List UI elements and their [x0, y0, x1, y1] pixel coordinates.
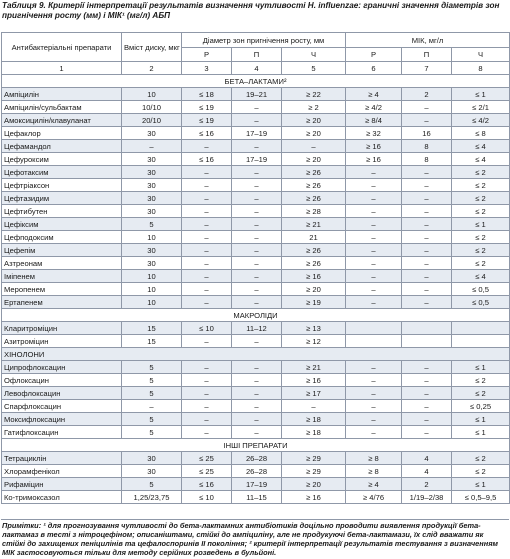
table-caption: Таблиця 9. Критерії інтерпретації результатів визначення чутливості H. influenzae: граничні значення діаметрів зон пригнічення росту (мм) і МІК¹ (мг/л) АБП [2, 1, 500, 20]
value-cell: – [282, 140, 346, 153]
value-cell: – [402, 114, 452, 127]
value-cell: ≤ 19 [182, 101, 232, 114]
value-cell: 10 [122, 296, 182, 309]
value-cell: – [182, 400, 232, 413]
value-cell: ≥ 18 [282, 413, 346, 426]
table-row [2, 478, 510, 491]
column-number: 2 [122, 62, 182, 75]
value-cell: 2 [402, 478, 452, 491]
value-cell: 16 [402, 127, 452, 140]
table-row [2, 114, 510, 127]
value-cell: – [232, 400, 282, 413]
value-cell: 4 [402, 452, 452, 465]
antibiotic-name-cell: Цефамандол [2, 140, 122, 153]
table-row [2, 296, 510, 309]
value-cell: ≥ 4 [346, 88, 402, 101]
antibiotic-name-cell: Хлорамфенікол [2, 465, 122, 478]
table-row [2, 452, 510, 465]
header-mic-s: Ч [452, 48, 510, 62]
antibiotic-name-cell: Ко-тримоксазол [2, 491, 122, 504]
value-cell: – [402, 361, 452, 374]
value-cell: – [346, 231, 402, 244]
value-cell: 15 [122, 335, 182, 348]
antibiotic-name-cell: Левофлоксацин [2, 387, 122, 400]
value-cell: ≤ 2 [452, 465, 510, 478]
value-cell: 30 [122, 127, 182, 140]
value-cell: 10 [122, 270, 182, 283]
value-cell: – [346, 387, 402, 400]
antibiotic-name-cell: Амоксицилін/клавуланат [2, 114, 122, 127]
value-cell: – [402, 400, 452, 413]
value-cell [346, 322, 402, 335]
header-mic: МІК, мг/л [346, 33, 510, 48]
value-cell: ≥ 4/76 [346, 491, 402, 504]
value-cell: 30 [122, 452, 182, 465]
value-cell [402, 335, 452, 348]
header-mic-i: П [402, 48, 452, 62]
value-cell: 10 [122, 283, 182, 296]
column-number: 5 [282, 62, 346, 75]
value-cell: ≥ 16 [282, 270, 346, 283]
value-cell: ≥ 26 [282, 244, 346, 257]
value-cell: – [182, 140, 232, 153]
value-cell: – [182, 166, 232, 179]
value-cell: ≤ 1 [452, 88, 510, 101]
value-cell: – [402, 166, 452, 179]
value-cell: ≤ 1 [452, 361, 510, 374]
value-cell: ≥ 8/4 [346, 114, 402, 127]
group-label: ІНШІ ПРЕПАРАТИ [2, 439, 510, 452]
subgroup-header-row [2, 348, 510, 361]
value-cell [452, 335, 510, 348]
value-cell: 8 [402, 153, 452, 166]
table-body [2, 75, 510, 504]
value-cell: ≤ 16 [182, 153, 232, 166]
table-row [2, 322, 510, 335]
value-cell: 30 [122, 465, 182, 478]
value-cell: – [346, 413, 402, 426]
table-row [2, 413, 510, 426]
value-cell: – [232, 296, 282, 309]
column-number: 8 [452, 62, 510, 75]
value-cell: ≥ 26 [282, 257, 346, 270]
value-cell: – [232, 192, 282, 205]
value-cell: – [402, 205, 452, 218]
value-cell: – [232, 205, 282, 218]
table-row [2, 374, 510, 387]
table-row [2, 205, 510, 218]
table-row [2, 361, 510, 374]
value-cell: – [402, 374, 452, 387]
antibiotic-name-cell: Ертапенем [2, 296, 122, 309]
value-cell: ≤ 2/1 [452, 101, 510, 114]
column-number: 4 [232, 62, 282, 75]
value-cell: ≤ 16 [182, 478, 232, 491]
value-cell: ≤ 2 [452, 179, 510, 192]
value-cell: ≥ 12 [282, 335, 346, 348]
table-row [2, 335, 510, 348]
value-cell: 5 [122, 361, 182, 374]
value-cell: – [402, 192, 452, 205]
value-cell: – [232, 374, 282, 387]
value-cell: ≥ 16 [282, 374, 346, 387]
value-cell: – [402, 270, 452, 283]
value-cell: – [346, 283, 402, 296]
value-cell: ≤ 2 [452, 166, 510, 179]
value-cell: – [402, 387, 452, 400]
value-cell: ≤ 4 [452, 153, 510, 166]
antibiotic-name-cell: Ципрофлоксацин [2, 361, 122, 374]
value-cell: 8 [402, 140, 452, 153]
value-cell: – [232, 270, 282, 283]
value-cell: ≥ 32 [346, 127, 402, 140]
value-cell: ≤ 16 [182, 127, 232, 140]
value-cell: ≥ 21 [282, 361, 346, 374]
value-cell: ≤ 0,5 [452, 296, 510, 309]
value-cell: ≤ 1 [452, 413, 510, 426]
value-cell: – [346, 179, 402, 192]
value-cell: 2 [402, 88, 452, 101]
antibiotic-name-cell: Ампіцилін/сульбактам [2, 101, 122, 114]
antibiotic-name-cell: Цефаклор [2, 127, 122, 140]
susceptibility-table [1, 32, 510, 504]
value-cell: 10 [122, 231, 182, 244]
value-cell: ≤ 2 [452, 257, 510, 270]
value-cell: – [182, 374, 232, 387]
value-cell: – [182, 270, 232, 283]
table-row [2, 218, 510, 231]
value-cell: ≥ 29 [282, 465, 346, 478]
value-cell: ≥ 18 [282, 426, 346, 439]
value-cell: ≤ 18 [182, 88, 232, 101]
table-row [2, 400, 510, 413]
value-cell: ≥ 26 [282, 192, 346, 205]
value-cell: ≤ 25 [182, 465, 232, 478]
value-cell: – [346, 205, 402, 218]
value-cell: 4 [402, 465, 452, 478]
value-cell: ≤ 1 [452, 218, 510, 231]
value-cell: – [182, 257, 232, 270]
value-cell: 5 [122, 413, 182, 426]
value-cell: 26–28 [232, 465, 282, 478]
antibiotic-name-cell: Спарфлоксацин [2, 400, 122, 413]
header-antibiotic: Антибактеріальні препарати [2, 33, 122, 62]
antibiotic-name-cell: Меропенем [2, 283, 122, 296]
table-row [2, 387, 510, 400]
table-row [2, 465, 510, 478]
group-header-row [2, 439, 510, 452]
group-label: МАКРОЛІДИ [2, 309, 510, 322]
value-cell: ≥ 20 [282, 478, 346, 491]
header-zone-i: П [232, 48, 282, 62]
value-cell [402, 322, 452, 335]
header-zone-diameter: Діаметр зон пригнічення росту, мм [182, 33, 346, 48]
table-row [2, 140, 510, 153]
value-cell: – [122, 400, 182, 413]
value-cell: – [232, 426, 282, 439]
antibiotic-name-cell: Гатифлоксацин [2, 426, 122, 439]
value-cell: 11–15 [232, 491, 282, 504]
table-row [2, 244, 510, 257]
value-cell: – [346, 244, 402, 257]
value-cell: ≤ 8 [452, 127, 510, 140]
value-cell: – [232, 101, 282, 114]
value-cell: – [232, 257, 282, 270]
value-cell: ≥ 22 [282, 88, 346, 101]
table-row [2, 426, 510, 439]
value-cell: 21 [282, 231, 346, 244]
value-cell: – [182, 205, 232, 218]
value-cell: – [402, 283, 452, 296]
value-cell: ≤ 1 [452, 478, 510, 491]
table-row [2, 491, 510, 504]
antibiotic-name-cell: Цефтріаксон [2, 179, 122, 192]
table-row [2, 179, 510, 192]
value-cell: 30 [122, 153, 182, 166]
group-label: БЕТА–ЛАКТАМИ² [2, 75, 510, 88]
value-cell: – [182, 387, 232, 400]
value-cell: ≤ 0,5–9,5 [452, 491, 510, 504]
value-cell: ≥ 2 [282, 101, 346, 114]
value-cell: ≤ 0,25 [452, 400, 510, 413]
table-row [2, 127, 510, 140]
column-number: 7 [402, 62, 452, 75]
value-cell: – [232, 387, 282, 400]
antibiotic-name-cell: Цефтибутен [2, 205, 122, 218]
value-cell: ≥ 20 [282, 114, 346, 127]
value-cell: ≤ 4/2 [452, 114, 510, 127]
header-disk-content: Вміст диску, мкг [122, 33, 182, 62]
value-cell: 20/10 [122, 114, 182, 127]
value-cell: ≤ 4 [452, 140, 510, 153]
value-cell: – [232, 413, 282, 426]
value-cell: – [346, 257, 402, 270]
antibiotic-name-cell: Цефподоксим [2, 231, 122, 244]
value-cell: ≥ 20 [282, 283, 346, 296]
value-cell: – [232, 361, 282, 374]
value-cell: 30 [122, 192, 182, 205]
value-cell: ≥ 4/2 [346, 101, 402, 114]
antibiotic-name-cell: Цефіксим [2, 218, 122, 231]
value-cell: ≥ 21 [282, 218, 346, 231]
value-cell: 5 [122, 374, 182, 387]
value-cell: ≤ 2 [452, 192, 510, 205]
value-cell: – [282, 400, 346, 413]
value-cell: – [402, 218, 452, 231]
value-cell: – [346, 426, 402, 439]
antibiotic-name-cell: Кларитроміцин [2, 322, 122, 335]
table-row [2, 270, 510, 283]
value-cell: – [232, 140, 282, 153]
table-row [2, 257, 510, 270]
value-cell: – [182, 244, 232, 257]
value-cell: 10/10 [122, 101, 182, 114]
value-cell: – [182, 361, 232, 374]
value-cell: 10 [122, 88, 182, 101]
value-cell: – [346, 166, 402, 179]
header-mic-r: Р [346, 48, 402, 62]
table-row [2, 283, 510, 296]
value-cell: – [232, 335, 282, 348]
value-cell: 15 [122, 322, 182, 335]
value-cell: – [346, 218, 402, 231]
value-cell: 26–28 [232, 452, 282, 465]
value-cell: 5 [122, 478, 182, 491]
value-cell: – [182, 426, 232, 439]
value-cell: – [346, 192, 402, 205]
value-cell: ≤ 4 [452, 270, 510, 283]
value-cell: 17–19 [232, 478, 282, 491]
value-cell: – [182, 218, 232, 231]
table-row [2, 88, 510, 101]
value-cell: – [182, 283, 232, 296]
value-cell: – [232, 179, 282, 192]
value-cell: 5 [122, 426, 182, 439]
value-cell: ≤ 2 [452, 244, 510, 257]
value-cell: ≤ 1 [452, 426, 510, 439]
value-cell: – [346, 361, 402, 374]
value-cell: ≥ 4 [346, 478, 402, 491]
value-cell: ≥ 28 [282, 205, 346, 218]
column-number: 1 [2, 62, 122, 75]
notes-divider [1, 519, 509, 520]
antibiotic-name-cell: Цефуроксим [2, 153, 122, 166]
group-label: ХІНОЛОНИ [2, 348, 510, 361]
value-cell: – [346, 400, 402, 413]
value-cell: 30 [122, 166, 182, 179]
value-cell: ≥ 20 [282, 153, 346, 166]
value-cell: ≤ 19 [182, 114, 232, 127]
column-number-row [2, 62, 510, 75]
value-cell: – [182, 192, 232, 205]
antibiotic-name-cell: Цефтазидим [2, 192, 122, 205]
value-cell: 17–19 [232, 127, 282, 140]
antibiotic-name-cell: Цефотаксим [2, 166, 122, 179]
value-cell: ≥ 26 [282, 166, 346, 179]
value-cell: – [182, 179, 232, 192]
group-header-row [2, 75, 510, 88]
value-cell: 30 [122, 244, 182, 257]
antibiotic-name-cell: Ампіцилін [2, 88, 122, 101]
value-cell: – [402, 296, 452, 309]
value-cell: ≥ 8 [346, 452, 402, 465]
value-cell: 30 [122, 205, 182, 218]
table-row [2, 153, 510, 166]
value-cell: ≥ 16 [282, 491, 346, 504]
value-cell: – [182, 296, 232, 309]
value-cell: – [182, 413, 232, 426]
value-cell: ≤ 0,5 [452, 283, 510, 296]
value-cell: ≤ 2 [452, 374, 510, 387]
value-cell: – [402, 231, 452, 244]
group-header-row [2, 309, 510, 322]
table-notes: Примітки: ¹ для прогнозування чутливості до бета-лактамних антибіотиків доцільно проводити виявлення продукції бета-лактамаз в тесті з нітроцефіном; описаніштами, стійкі до ампіциліну, але не продукуючі бета-лактамази, їх слід вважати як стійкі до захищених пеніцилінів та цефалоспоринів II покоління; ² критерії інтерпретації результатів тестування з визначенням МІК застосовуються тільки для методу серійних розведень в бульйоні. [2, 521, 499, 557]
value-cell: ≤ 2 [452, 452, 510, 465]
value-cell: ≥ 20 [282, 127, 346, 140]
value-cell: ≥ 8 [346, 465, 402, 478]
antibiotic-name-cell: Офлоксацин [2, 374, 122, 387]
value-cell: ≥ 26 [282, 179, 346, 192]
value-cell: – [122, 140, 182, 153]
value-cell: – [346, 374, 402, 387]
value-cell: ≥ 19 [282, 296, 346, 309]
value-cell: – [402, 101, 452, 114]
value-cell: ≥ 16 [346, 140, 402, 153]
antibiotic-name-cell: Іміпенем [2, 270, 122, 283]
value-cell: – [232, 166, 282, 179]
value-cell: ≤ 2 [452, 231, 510, 244]
value-cell: – [402, 257, 452, 270]
value-cell: – [346, 270, 402, 283]
value-cell [452, 322, 510, 335]
header-zone-s: Ч [282, 48, 346, 62]
antibiotic-name-cell: Моксифлоксацин [2, 413, 122, 426]
header-zone-r: Р [182, 48, 232, 62]
value-cell: – [346, 296, 402, 309]
value-cell: ≤ 10 [182, 491, 232, 504]
value-cell: – [402, 244, 452, 257]
value-cell: ≤ 25 [182, 452, 232, 465]
value-cell: – [232, 231, 282, 244]
antibiotic-name-cell: Азитроміцин [2, 335, 122, 348]
value-cell: ≥ 13 [282, 322, 346, 335]
value-cell: – [182, 231, 232, 244]
value-cell: ≥ 16 [346, 153, 402, 166]
value-cell: 5 [122, 387, 182, 400]
table-row [2, 166, 510, 179]
antibiotic-name-cell: Тетрациклін [2, 452, 122, 465]
value-cell: – [232, 218, 282, 231]
value-cell: – [402, 426, 452, 439]
value-cell: 1,25/23,75 [122, 491, 182, 504]
value-cell: – [402, 413, 452, 426]
value-cell: 30 [122, 257, 182, 270]
value-cell: – [232, 244, 282, 257]
value-cell: ≥ 17 [282, 387, 346, 400]
value-cell: – [182, 335, 232, 348]
value-cell [346, 335, 402, 348]
value-cell: ≤ 10 [182, 322, 232, 335]
antibiotic-name-cell: Цефепім [2, 244, 122, 257]
table-row [2, 101, 510, 114]
column-number: 6 [346, 62, 402, 75]
value-cell: ≤ 2 [452, 387, 510, 400]
value-cell: 19–21 [232, 88, 282, 101]
value-cell: 30 [122, 179, 182, 192]
column-number: 3 [182, 62, 232, 75]
value-cell: – [402, 179, 452, 192]
value-cell: – [232, 283, 282, 296]
value-cell: ≥ 29 [282, 452, 346, 465]
value-cell: – [232, 114, 282, 127]
table-row [2, 192, 510, 205]
value-cell: 11–12 [232, 322, 282, 335]
value-cell: ≤ 2 [452, 205, 510, 218]
value-cell: 17–19 [232, 153, 282, 166]
antibiotic-name-cell: Азтреонам [2, 257, 122, 270]
value-cell: 5 [122, 218, 182, 231]
value-cell: 1/19–2/38 [402, 491, 452, 504]
antibiotic-name-cell: Рифаміцин [2, 478, 122, 491]
table-row [2, 231, 510, 244]
